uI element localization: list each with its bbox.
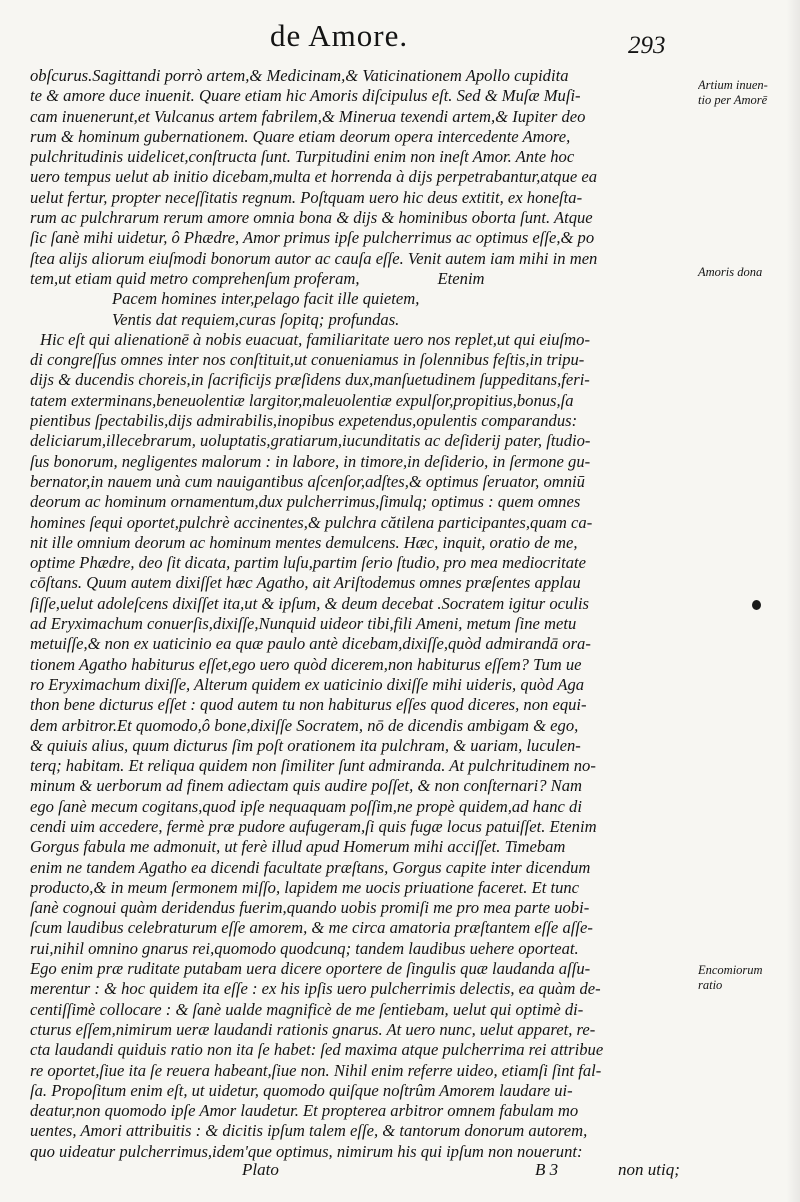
- main-text: [30, 66, 690, 1162]
- text-line: merentur : & hoc quidem ita eſſe : ex his ipſis uero pulcherrimis delectis, ea quàm de-: [30, 979, 601, 999]
- ink-blot: [752, 600, 761, 610]
- text-line: uero tempus uelut ab initio dicebam,multa et horrenda à dijs perpetrabantur,atque ea: [30, 167, 598, 187]
- text-line: ſcum laudibus celebraturum eſſe amorem, & me circa amatoria præſtantem eſſe aſſe-: [30, 918, 593, 938]
- verse-line: Pacem homines inter,pelago facit ille quietem,: [112, 289, 420, 309]
- text-line: homines ſequi oportet,pulchrè accinentes,& pulchra cătilena participantes,quam ca-: [30, 512, 593, 532]
- text-line: nit ille omnium deorum ac hominum mentes demulcens. Hæc, inquit, oratio de me,: [30, 532, 578, 552]
- text-line: ad Eryximachum conuerſis,dixiſſe,Nunquid uideor tibi,fili Ameni, metum ſine metu: [30, 614, 577, 634]
- text-line: producto,& in meum ſermonem miſſo, lapidem me uocis priuatione faceret. Et tunc: [30, 877, 580, 897]
- text-line: di congreſſus omnes inter nos conſtituit,ut conueniamus in ſolennibus feſtis,in tripu-: [30, 350, 585, 370]
- margin-note-artium: [698, 78, 794, 108]
- catchword-left: Plato: [242, 1160, 279, 1179]
- text-line: uentes, Amori attribuitis : & dicitis ipſum talem eſſe, & tantorum donorum autorem,: [30, 1121, 588, 1141]
- text-line: [30, 269, 690, 289]
- text-line: tatem exterminans,beneuolentiæ largitor,maleuolentiæ expulſor,propitius,bonus,ſa: [30, 390, 574, 410]
- text-line: quo uideatur pulcherrimus,idem'que optimus, nimirum his qui ipſum non nouerunt:: [30, 1141, 583, 1161]
- etenim-word: Etenim: [437, 268, 485, 288]
- text-line: re oportet,ſiue ita ſe reuera habeant,ſiue non. Nihil enim referre uideo, etiamſi ſint fal-: [30, 1060, 602, 1080]
- margin-note-line: tio per Amorē: [698, 93, 768, 107]
- text-line: cam inuenerunt,et Vulcanus artem fabrilem,& Minerua texendi artem,& Iupiter deo: [30, 106, 586, 126]
- text-line: pulchritudinis uidelicet,conſtructa ſunt. Turpitudini enim non ineſt Amor. Ante hoc: [30, 147, 575, 167]
- text-line: bernator,in nauem unà cum nauigantibus aſcenſor,adſtes,& optimus ſeruator, omniū: [30, 471, 585, 491]
- signature-mark: B 3: [535, 1160, 559, 1179]
- text-line: centiſſimè collocare : & ſanè ualde magnificè de me ſentiebam, uelut qui optimè di-: [30, 999, 584, 1019]
- text-line: rum ac pulchrarum rerum amore omnia bona & dijs & hominibus oborta ſunt. Atque: [30, 208, 593, 228]
- page-edge-shadow: [786, 0, 800, 1202]
- text-line: cendi uim accedere, fermè præ pudore aufugeram,ſi quis fugæ locus patuiſſet. Etenim: [30, 816, 597, 836]
- margin-note-amoris-dona: Amoris dona: [698, 265, 763, 279]
- text-line: terq; habitam. Et reliqua quidem non ſimiliter ſunt admiranda. At pulchritudinem no-: [30, 756, 596, 776]
- margin-note-encomiorum: [698, 963, 794, 993]
- running-header: de Amore.: [270, 18, 409, 53]
- text-line: deorum ac hominum ornamentum,dux pulcherrimus,ſimulq; optimus : quem omnes: [30, 492, 581, 512]
- text-line: obſcurus.Sagittandi porrò artem,& Medicinam,& Vaticinationem Apollo cupidita: [30, 66, 569, 85]
- text-line: Hic eſt qui alienationē à nobis euacuat, familiaritate uero nos replet,ut qui eiuſmo-: [40, 329, 590, 349]
- margin-note-line: Artium inuen-: [698, 78, 768, 92]
- margin-note-line: ratio: [698, 978, 723, 992]
- text-line: & quiuis alius, quum dicturus ſim poſt orationem ita pulchram, & uariam, luculen-: [30, 735, 581, 755]
- text-line: enim ne tandem Agatho ea dicendi facultate præſtans, Gorgus capite inter dicendum: [30, 857, 591, 877]
- text-line: rui,nihil omnino gnarus rei,quomodo quodcunq; tandem laudibus uehere oporteat.: [30, 938, 579, 958]
- text-line: thon bene dicturus eſſet : quod autem tu non habiturus eſſes quod diceres, non equi-: [30, 695, 587, 715]
- text-line: Ego enim præ ruditate putabam uera dicere oportere de ſingulis quæ laudanda aſſu-: [30, 959, 591, 979]
- paragraph-1: [30, 66, 690, 289]
- page-footer: [30, 1160, 700, 1184]
- text-line: dijs & ducendis choreis,in ſacrificijs præſidens dux,manſuetudinem ſuppeditans,feri-: [30, 370, 590, 390]
- text-line-content: tem,ut etiam quid metro comprehenſum proferam,: [30, 268, 360, 288]
- text-line: cōſtans. Quum autem dixiſſet hæc Agatho, ait Ariſtodemus omnes præſentes applau: [30, 573, 581, 593]
- text-line: ſiſſe,uelut adoleſcens dixiſſet ita,ut & ipſum, & deum decebat .Socratem igitur oculis: [30, 593, 590, 613]
- text-line: tionem Agatho habiturus eſſet,ego uero quòd dicerem,non habiturus eſſem? Tum ue: [30, 654, 582, 674]
- text-line: ro Eryximachum dixiſſe, Alterum quidem ex uaticinio dixiſſe mihi uideris, quòd Aga: [30, 674, 585, 694]
- verse-quotation: [30, 289, 690, 330]
- catchword-right: non utiq;: [618, 1160, 680, 1179]
- text-line: ſa. Propoſitum enim eſt, ut uidetur, quomodo quiſque noſtrûm Amorem laudare ui-: [30, 1080, 573, 1100]
- text-line: ſtea alijs aliorum eiuſmodi bonorum autor ac cauſa eſſe. Venit autem iam mihi in men: [30, 248, 598, 268]
- text-line: ſus bonorum, negligentes malorum : in labore, in timore,in deſiderio, in ſermone gu-: [30, 451, 591, 471]
- text-line: uelut fertur, propter neceſſitatis regnum. Poſtquam uero hic deus extitit, ex honeſta-: [30, 187, 583, 207]
- text-line: ſic ſanè mihi uidetur, ô Phædre, Amor primus ipſe pulcherrimus ac optimus eſſe,& po: [30, 228, 595, 248]
- page-number: 293: [628, 32, 666, 59]
- paragraph-2: [30, 330, 690, 1162]
- text-line: minum & uerborum ad finem adiectam quis audire poſſet, & non conſternari? Nam: [30, 776, 583, 796]
- verse-line: Ventis dat requiem,curas ſopitq; profundas.: [112, 309, 400, 329]
- text-line: deliciarum,illecebrarum, uoluptatis,gratiarum,iucunditatis ac deſiderij pater, ſtudio-: [30, 431, 591, 451]
- text-line: cta laudandi quiduis ratio non ita ſe habet: ſed maxima atque pulcherrima rei attribue: [30, 1040, 604, 1060]
- text-line: optime Phædre, deo ſit dicata, partim luſu,partim ſerio ſtudio, pro mea mediocritate: [30, 553, 586, 573]
- text-line: ego ſanè mecum cogitans,quod ipſe nequaquam poſſim,ne propè quidem,ad hanc di: [30, 796, 582, 816]
- text-line: cturus eſſem,nimirum ueræ laudandi rationis gnarus. At uero nunc, uelut apparet, re-: [30, 1019, 596, 1039]
- text-line: metuiſſe,& non ex uaticinio ea quæ paulo antè dicebam,dixiſſe,quòd admirandā ora-: [30, 634, 591, 654]
- text-line: te & amore duce inuenit. Quare etiam hic Amoris diſcipulus eſt. Sed & Muſæ Muſi-: [30, 86, 581, 106]
- text-line: dem arbitror.Et quomodo,ô bone,dixiſſe Socratem, nō de dicendis ambigam & ego,: [30, 715, 579, 735]
- text-line: Gorgus fabula me admonuit, ut ferè illud apud Homerum mihi acciſſet. Timebam: [30, 837, 566, 857]
- text-line: deatur,non quomodo ipſe Amor laudetur. Et propterea arbitror omnem fabulam mo: [30, 1101, 579, 1121]
- text-line: ſanè cognoui quàm deridendus fuerim,quando uobis promiſi me pro mea parte uobi-: [30, 898, 590, 918]
- text-line: rum & hominum gubernationem. Quare etiam deorum opera intercedente Amore,: [30, 126, 571, 146]
- margin-note-line: Encomiorum: [698, 963, 763, 977]
- text-line: pientibus ſpectabilis,dijs admirabilis,inopibus expetendus,opulentis comparandus:: [30, 411, 578, 431]
